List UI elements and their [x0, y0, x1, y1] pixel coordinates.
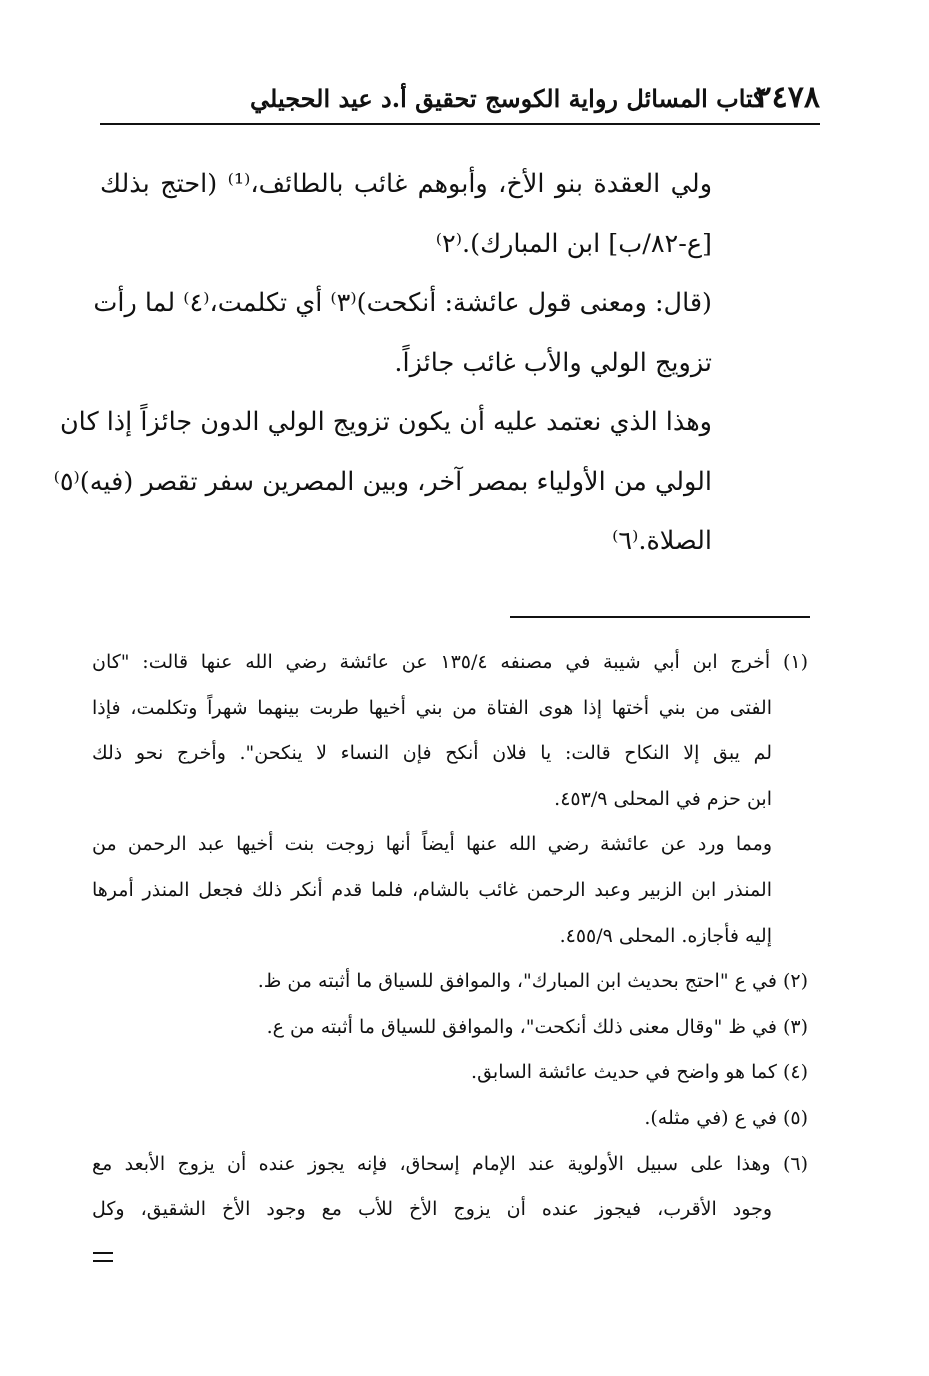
text-line: الولي من الأولياء بمصر آخر، وبين المصرين سفر تقصر (فيه)⁽٥⁾: [53, 466, 712, 497]
footnote-line: المنذر ابن الزبير وعبد الرحمن غائب بالشام، فلما قدم أنكر ذلك فجعل المنذر أمرها: [92, 878, 772, 901]
footnote-line: (٥) في ع (في مثله).: [644, 1106, 808, 1129]
body-paragraph: [100, 155, 712, 274]
footnote-line: (٦) وهذا على سبيل الأولوية عند الإمام إسحاق، فإنه يجوز عنده أن يزوج الأبعد مع: [92, 1152, 808, 1175]
text-line: ولي العقدة بنو الأخ، وأبوهم غائب بالطائف،⁽¹⁾ (احتج بذلك: [100, 169, 713, 199]
footnote-line: إليه فأجازه. المحلى ٤٥٥/٩.: [559, 924, 772, 947]
header-rule: [100, 123, 820, 125]
body-paragraph: [93, 274, 712, 393]
footnote-4: [92, 1050, 808, 1096]
continuation-mark: [93, 1252, 113, 1262]
footnote-line: لم يبق إلا النكاح قالت: يا فلان أنكح فإن النساء لا ينكحن". وأخرج نحو ذلك: [92, 742, 772, 765]
text-line: وهذا الذي نعتمد عليه أن يكون تزويج الولي الدون جائزاً إذا كان: [59, 407, 712, 437]
footnote-line: وجود الأقرب، فيجوز عنده أن يزوج الأخ للأب مع وجود الأخ الشقيق، وكل: [92, 1198, 772, 1221]
running-title: كتاب المسائل رواية الكوسج تحقيق أ.د عيد الحجيلي: [250, 84, 765, 113]
footnote-separator: [510, 616, 810, 618]
text-line: تزويج الولي والأب غائب جائزاً.: [394, 347, 712, 378]
footnote-line: (٤) كما هو واضح في حديث عائشة السابق.: [471, 1061, 808, 1084]
footnote-line: (٣) في ظ "وقال معنى ذلك أنكحت"، والموافق للسياق ما أثبته من ع.: [266, 1015, 808, 1038]
footnote-1: [92, 640, 808, 822]
main-text: [53, 155, 713, 572]
text-line: [ع-٨٢/ب] ابن المبارك).⁽٢⁾: [435, 228, 712, 259]
footnote-line: الفتى من بني أختها إذا هوى الفتاة من بني أخيها طربت بينهما شهراً وتكلمت، فإذا: [92, 696, 772, 719]
footnote-5: [92, 1096, 808, 1142]
page-number: ٢٤٧٨: [755, 80, 820, 115]
footnote-1-continued: [92, 822, 808, 959]
footnote-3: [92, 1005, 808, 1051]
text-line: (قال: ومعنى قول عائشة: أنكحت)⁽٣⁾ أي تكلمت،⁽٤⁾ لما رأت: [93, 288, 712, 318]
footnote-6: [92, 1142, 808, 1233]
footnote-line: (١) أخرج ابن أبي شيبة في مصنفه ١٣٥/٤ عن عائشة رضي الله عنها قالت: "كان: [92, 651, 809, 673]
page-header: [100, 80, 820, 122]
body-paragraph: [53, 393, 712, 572]
footnotes: [92, 640, 808, 1233]
footnote-2: [92, 959, 808, 1005]
footnote-line: (٢) في ع "احتج بحديث ابن المبارك"، والموافق للسياق ما أثبته من ظ.: [257, 970, 808, 993]
text-line: الصلاة.⁽٦⁾: [612, 526, 712, 556]
footnote-line: ابن حزم في المحلى ٤٥٣/٩.: [554, 787, 772, 810]
footnote-line: ومما ورد عن عائشة رضي الله عنها أيضاً أنها زوجت بنت أخيها عبد الرحمن من: [92, 833, 772, 856]
